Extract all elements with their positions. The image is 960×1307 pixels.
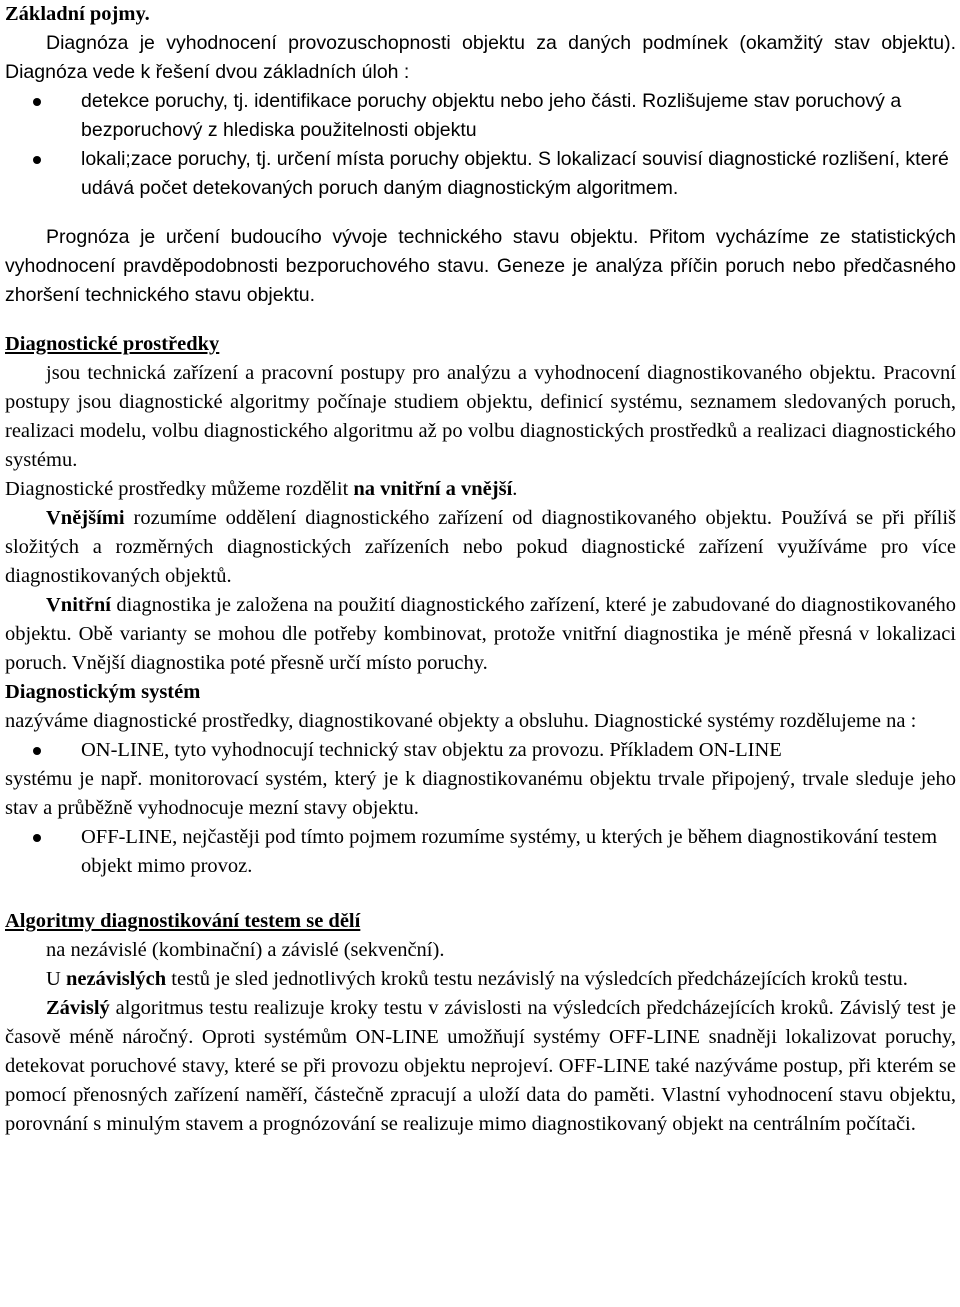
text-bold: Vnitřní [46, 594, 111, 616]
bullet-icon [33, 747, 41, 755]
paragraph-nezavisle [5, 965, 956, 994]
text-bold: Vnějšími [46, 507, 125, 529]
text-bold: na vnitřní a vnější [353, 478, 513, 500]
bullet-icon [33, 98, 41, 106]
heading-diagnosticky-system: Diagnostickým systém [5, 681, 201, 703]
heading-text: Diagnostické prostředky [5, 333, 220, 355]
text-run: rozumíme oddělení diagnostického zařízení od diagnostikovaného objektu. Používá se při příliš složitých a rozměrných diagnostických zařízeních nebo pokud diagnostické zařízení využíváme pro více diagnostikovaných objektů. [5, 507, 956, 587]
text-run: U [46, 968, 66, 990]
bullet-icon [33, 834, 41, 842]
list-item-lokalizace [5, 145, 956, 203]
text-run: algoritmus testu realizuje kroky testu v závislosti na výsledcích předcházejících kroků. Závislý test je časově méně náročný. Oproti systémům ON-LINE umožňují systémy OFF-LINE snadněji lokalizovat poruchy, detekovat poruchové stavy, které se při provozu objektu neprojeví. OFF-LINE také nazýváme postup, při kterém se pomocí přenosných zařízení naměří, částečně zpracují a uloží data do paměti. Vlastní vyhodnocení stavu objektu, porovnání s minulým stavem a prognózování se realizuje mimo diagnostikovaný objekt na centrálním počítači. [5, 997, 956, 1135]
heading-zakladni-pojmy: Základní pojmy. [5, 3, 150, 25]
paragraph-prostredky-definice: jsou technická zařízení a pracovní postupy pro analýzu a vyhodnocení diagnostikovaného objektu. Pracovní postupy jsou diagnostické algoritmy počínaje studiem objektu, definicí systému, seznamem sledovaných poruch, realizaci modelu, volbu diagnostického algoritmu až po volbu diagnostických prostředků a realizaci diagnostického systému. [5, 362, 956, 471]
bullet-icon [33, 156, 41, 164]
list-item-text: detekce poruchy, tj. identifikace poruchy objektu nebo jeho části. Rozlišujeme stav poruchový a bezporuchový z hlediska použitelnosti objektu [81, 90, 902, 141]
list-item-detekce [5, 87, 956, 145]
text-run: testů je sled jednotlivých kroků testu nezávislý na výsledcích předcházejících kroků testu. [166, 968, 908, 990]
text-run: diagnostika je založena na použití diagnostického zařízení, které je zabudované do diagnostikovaného objektu. Obě varianty se mohou dle potřeby kombinovat, protože vnitřní diagnostika je méně přesná v lokalizaci poruch. Vnější diagnostika poté přesně určí místo poruchy. [5, 594, 956, 674]
list-item-text: OFF-LINE, nejčastěji pod tímto pojmem rozumíme systémy, u kterých je během diagnostikování testem objekt mimo provoz. [81, 826, 938, 877]
paragraph-system-definice: nazýváme diagnostické prostředky, diagnostikované objekty a obsluhu. Diagnostické systémy rozdělujeme na : [5, 710, 917, 732]
list-ulohy [5, 87, 956, 203]
heading-diagnosticke-prostredky [5, 330, 956, 359]
list-systemy-offline [5, 823, 956, 881]
list-item-offline [5, 823, 956, 881]
text-bold: nezávislých [65, 968, 167, 990]
text-run: Diagnostické prostředky můžeme rozdělit [5, 478, 354, 500]
paragraph-diagnoza: Diagnóza je vyhodnocení provozuschopnosti objektu za daných podmínek (okamžitý stav objektu). Diagnóza vede k řešení dvou základních úloh : [5, 32, 956, 83]
text-run: . [512, 478, 518, 500]
paragraph-vnejsi [5, 504, 956, 591]
text-bold: Závislý [46, 997, 110, 1019]
list-item-text: ON-LINE, tyto vyhodnocují technický stav objektu za provozu. Příkladem ON-LINE [81, 739, 782, 761]
paragraph-online-detail: systému je např. monitorovací systém, který je k diagnostikovanému objektu trvale připojený, trvale sleduje jeho stav a průběžně vyhodnocuje mezní stavy objektu. [5, 768, 956, 819]
list-item-text: lokali;zace poruchy, tj. určení místa poruchy objektu. S lokalizací souvisí diagnostické rozlišení, které udává počet detekovaných poruch daným diagnostickým algoritmem. [81, 148, 949, 199]
heading-algoritmy [5, 907, 956, 936]
paragraph-prognoza: Prognóza je určení budoucího vývoje technického stavu objektu. Přitom vycházíme ze statistických vyhodnocení pravděpodobnosti bezporuchového stavu. Geneze je analýza příčin poruch nebo předčasného zhoršení technického stavu objektu. [5, 226, 956, 306]
paragraph-vnitrni [5, 591, 956, 678]
heading-text: Algoritmy diagnostikování testem se dělí [5, 910, 361, 932]
paragraph-zavisle [5, 994, 956, 1139]
list-item-online [5, 736, 956, 765]
paragraph-rozdeleni [5, 475, 956, 504]
list-systemy [5, 736, 956, 765]
paragraph-algoritmy-deleni: na nezávislé (kombinační) a závislé (sekvenční). [46, 939, 445, 961]
